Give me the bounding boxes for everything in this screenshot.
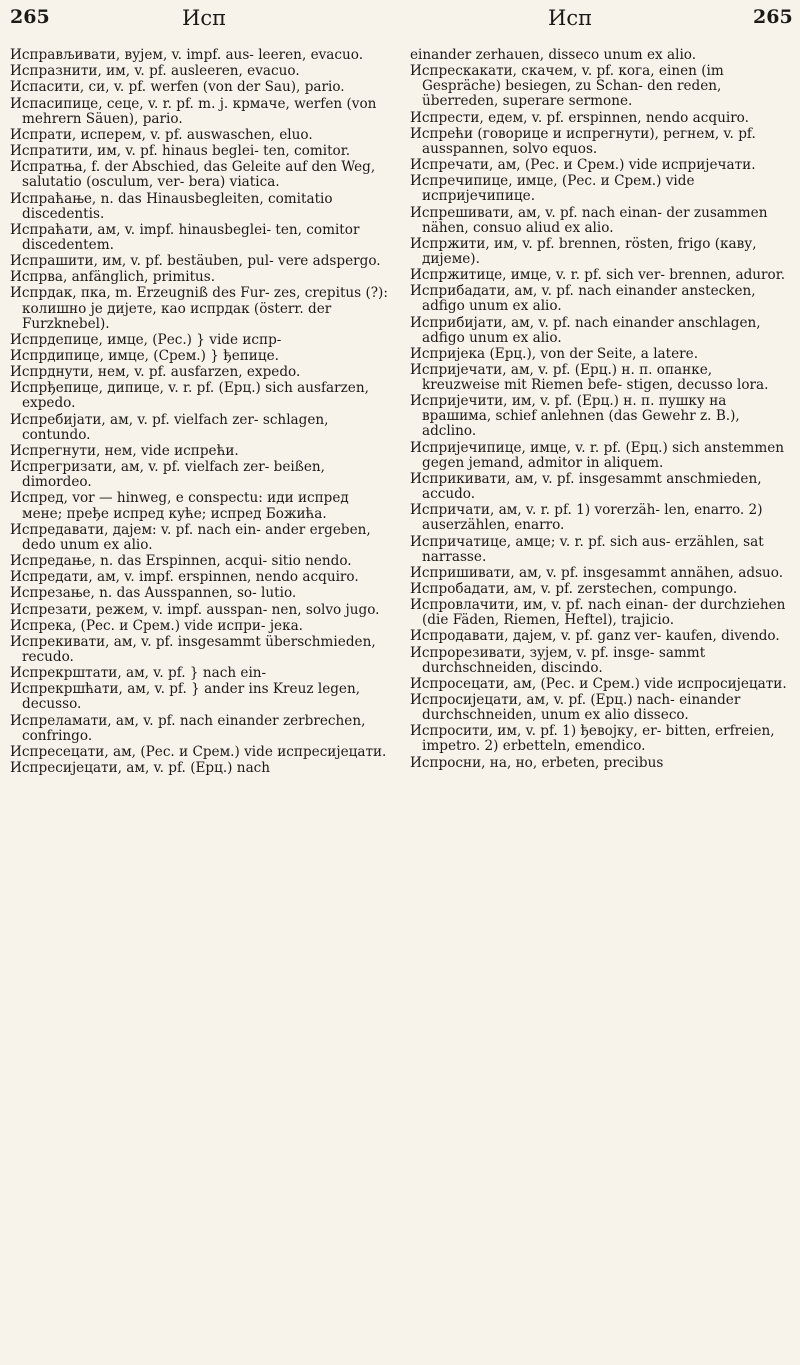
dictionary-entry: Испрекрштати, ам, v. pf. } nach ein- [10,665,267,682]
dictionary-entry: Испреламати, ам, v. pf. nach einander zerbrechen, confringo. [10,712,366,744]
dictionary-entry: Испријечити, им, v. pf. (Ерц.) н. п. пушку на врашима, schief anlehnen (das Gewehr z. B.), adclino. [410,393,740,440]
dictionary-entry: Испрезање, n. das Ausspannen, so- lutio. [10,585,297,602]
dictionary-entry: Испратња, f. der Abschied, das Geleite auf den Weg, salutatio (osculum, ver- bera) viatica. [10,159,376,191]
dictionary-entry: Исприкивати, ам, v. pf. insgesammt anschmieden, accudo. [410,470,762,503]
dictionary-entry: Испросити, им, v. pf. 1) ђевојку, er- bitten, erfreien, impetro. 2) erbetteln, emendico. [410,723,775,755]
dictionary-entry: Испрека, (Рес. и Срем.) vide испри- јека. [10,617,304,634]
right-column [410,48,790,772]
column-divider [399,48,400,1358]
dictionary-entry: Исприбијати, ам, v. pf. nach einander anschlagen, adfigo unum ex alio. [410,314,761,346]
dictionary-entry: Испрекивати, ам, v. pf. insgesammt überschmieden, recudo. [10,633,376,665]
dictionary-entry: Испросецати, ам, (Рес. и Срем.) vide испросијецати. [410,675,787,692]
dictionary-entry: Испресецати, ам, (Рес. и Срем.) vide испресијецати. [10,743,387,760]
dictionary-entry: Испросијецати, ам, v. pf. (Ерц.) nach- einander durchschneiden, unum ex alio disseco. [410,692,741,724]
dictionary-entry: Испрдак, пка, m. Erzeugniß des Fur- zes, crepitus (?): колишно је дијете, као испрдак (österr. der Furzknebel). [10,285,388,332]
dictionary-entry: Испрешивати, ам, v. pf. nach einan- der zusammen nähen, consuo aliud ex alio. [410,204,768,236]
dictionary-entry: Испраћање, n. das Hinausbegleiten, comitatio discedentis. [10,190,333,222]
dictionary-entry: Исприбадати, ам, v. pf. nach einander anstecken, adfigo unum ex alio. [410,283,756,315]
dictionary-entry: Испрати, исперем, v. pf. auswaschen, eluo. [10,126,313,143]
dictionary-entry: Испросни, на, но, erbeten, precibus [410,754,664,771]
dictionary-entry: Испрђепице, дипице, v. r. pf. (Ерц.) sich ausfarzen, expedo. [10,380,369,412]
dictionary-entry: Испрекршћати, ам, v. pf. } ander ins Kreuz legen, decusso. [10,681,361,713]
dictionary-entry: einander zerhauen, disseco unum ex alio. [410,47,697,63]
dictionary-entry: Испрести, едем, v. pf. erspinnen, nendo acquiro. [410,109,749,126]
dictionary-entry: Испрва, anfänglich, primitus. [10,269,216,286]
dictionary-entry: Испрдипице, имце, (Срем.) } ђепице. [10,348,279,364]
dictionary-entry: Испријека (Ерц.), von der Seite, a latere. [410,345,699,362]
dictionary-entry: Испришивати, ам, v. pf. insgesammt annähen, adsuo. [410,564,784,581]
dictionary-entry: Испрегризати, ам, v. pf. vielfach zer- beißen, dimordeo. [10,459,325,491]
dictionary-entry: Испрдепице, имце, (Рес.) } vide испр- [10,331,282,348]
dictionary-entry: Испржитице, имце, v. r. pf. sich ver- brennen, aduror. [410,267,786,284]
dictionary-entry: Испрашити, им, v. pf. bestäuben, pul- vere adspergo. [10,253,381,270]
dictionary-entry: Испровлачити, им, v. pf. nach einan- der durchziehen (die Fäden, Riemen, Heftel), trajicio. [410,597,786,629]
dictionary-entry: Испраћати, ам, v. impf. hinausbeglei- ten, comitor discedentem. [10,221,360,253]
dictionary-entry: Испричати, ам, v. r. pf. 1) vorerzäh- len, enarro. 2) auserzählen, enarro. [410,502,763,534]
dictionary-entry: Испречати, ам, (Рес. и Срем.) vide испријечати. [410,157,756,174]
dictionary-entry: Испробадати, ам, v. pf. zerstechen, compungo. [410,580,738,597]
dictionary-entry: Исправљивати, вујем, v. impf. aus- leeren, evacuo. [10,47,364,63]
dictionary-entry: Испродавати, дајем, v. pf. ganz ver- kaufen, divendo. [410,628,780,645]
dictionary-entry: Испријечати, ам, v. pf. (Ерц.) н. п. опанке, kreuzweise mit Riemen befe- stigen, decusso lora. [410,362,769,394]
dictionary-entry: Испресијецати, ам, v. pf. (Ерц.) nach [10,760,271,777]
dictionary-entry: Испричатице, амце; v. r. pf. sich aus- erzählen, sat narrasse. [410,533,764,565]
dictionary-entry: Испрорезивати, зујем, v. pf. insge- sammt durchschneiden, discindo. [410,644,706,676]
running-head-right: Исп [548,6,593,30]
dictionary-entry: Испржити, им, v. pf. brennen, rösten, frigo (каву, дијеме). [410,235,757,267]
left-column [10,48,390,777]
page-header [0,2,800,46]
dictionary-entry: Испречипице, имце, (Рес. и Срем.) vide испријечипице. [410,173,695,205]
dictionary-entry: Испасипице, сеце, v. r. pf. m. j. крмаче, werfen (von mehrern Säuen), pario. [10,95,377,127]
page-number-left: 265 [10,6,50,28]
running-head-left: Исп [182,6,227,30]
dictionary-entry: Испред, vor — hinweg, e conspectu: иди испред мене; пређе испред куће; испред Божића. [10,490,349,522]
dictionary-entry: Испрезати, режем, v. impf. ausspan- nen, solvo jugo. [10,601,380,618]
dictionary-entry: Испразнити, им, v. pf. ausleeren, evacuo. [10,63,300,80]
dictionary-entry: Испредати, ам, v. impf. erspinnen, nendo acquiro. [10,569,359,586]
dictionary-entry: Испрескакати, скачем, v. pf. кога, einen (im Gespräche) besiegen, zu Schan- den reden, überreden, superare sermone. [410,63,724,110]
dictionary-entry: Испредање, n. das Erspinnen, acqui- sitio nendo. [10,552,352,569]
page-number-right: 265 [753,6,793,28]
dictionary-entry: Испрегнути, нем, vide испрећи. [10,442,239,459]
dictionary-entry: Испрећи (говорице и испрегнути), регнем, v. pf. ausspannen, solvo equos. [410,125,756,157]
dictionary-entry: Испасити, си, v. pf. werfen (von der Sau), pario. [10,79,345,96]
dictionary-entry: Испрднути, нем, v. pf. ausfarzen, expedo. [10,364,301,381]
dictionary-entry: Испредавати, дајем: v. pf. nach ein- ander ergeben, dedo unum ex alio. [10,521,371,553]
dictionary-entry: Испребијати, ам, v. pf. vielfach zer- schlagen, contundo. [10,411,329,443]
dictionary-entry: Испријечипице, имце, v. r. pf. (Ерц.) sich anstemmen gegen jemand, admitor in aliquem. [410,439,785,471]
dictionary-entry: Испратити, им, v. pf. hinaus beglei- ten, comitor. [10,143,351,160]
